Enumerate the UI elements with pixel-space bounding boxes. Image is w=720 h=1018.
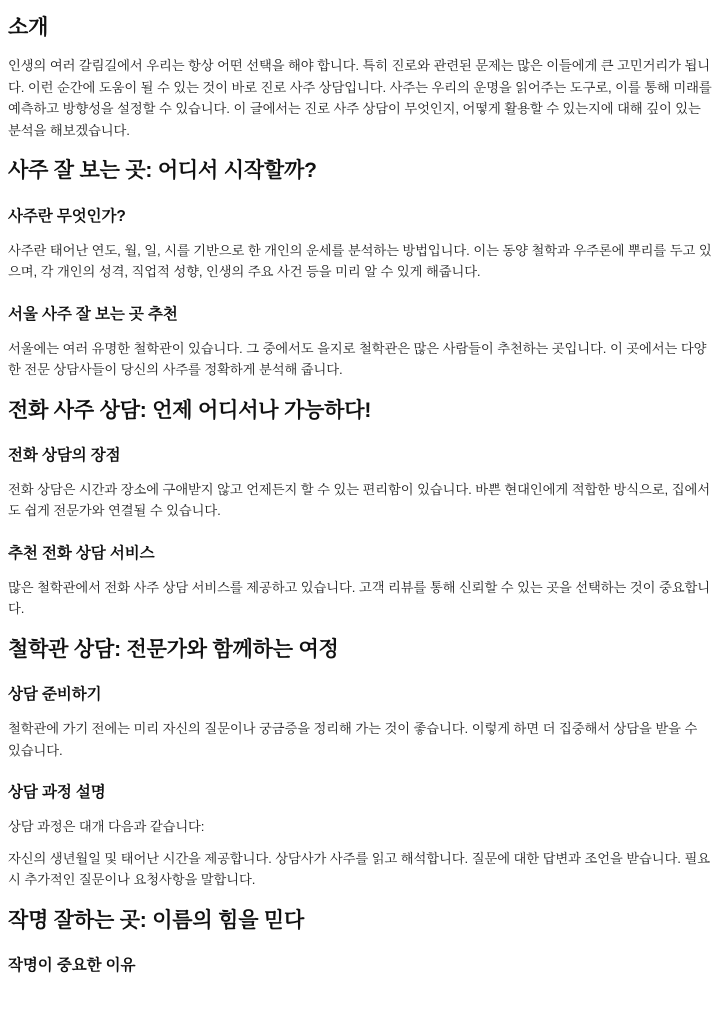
paragraph-intro-1: 인생의 여러 갈림길에서 우리는 항상 어떤 선택을 해야 합니다. 특히 진로와 관련된 문제는 많은 이들에게 큰 고민거리가 됩니다. 이런 순간에 도움이 될 수 있는 것이 바로 진로 사주 상담입니다. 사주는 우리의 운명을 읽어주는 도구로, 이를 통해 미래를 예측하고 방향성을 설정할 수 있습니다. 이 글에서는 진로 사주 상담이 무엇인지, 어떻게 활용할 수 있는지에 대해 깊이 있는 분석을 해보겠습니다. bbox=[8, 58, 712, 138]
section-heading-phone-consultation: 전화 사주 상담: 언제 어디서나 가능하다! bbox=[8, 398, 372, 422]
section-heading-where-to-start: 사주 잘 보는 곳: 어디서 시작할까? bbox=[8, 159, 317, 183]
paragraph-phone-advantages-1: 전화 상담은 시간과 장소에 구애받지 않고 언제든지 할 수 있는 편리함이 있습니다. 바쁜 현대인에게 적합한 방식으로, 집에서도 쉽게 전문가와 연결될 수 있습니다. bbox=[8, 481, 710, 519]
section-heading-philosophy-hall-consultation: 철학관 상담: 전문가와 함께하는 여정 bbox=[8, 637, 339, 661]
section-heading-naming: 작명 잘하는 곳: 이름의 힘을 믿다 bbox=[8, 908, 305, 932]
paragraph-process-intro: 상담 과정은 대개 다음과 같습니다: bbox=[8, 819, 205, 835]
section-phone-consultation bbox=[8, 397, 712, 620]
section-naming bbox=[8, 907, 712, 977]
subsection-heading-what-is-saju: 사주란 무엇인가? bbox=[8, 207, 126, 225]
paragraph-preparation-1: 철학관에 가기 전에는 미리 자신의 질문이나 궁금증을 정리해 가는 것이 좋습니다. 이렇게 하면 더 집중해서 상담을 받을 수 있습니다. bbox=[8, 721, 698, 758]
subsection-heading-seoul-recommendation: 서울 사주 잘 보는 곳 추천 bbox=[8, 305, 178, 323]
paragraph-seoul-recommendation-1: 서울에는 여러 유명한 철학관이 있습니다. 그 중에서도 을지로 철학관은 많은 사람들이 추천하는 곳입니다. 이 곳에서는 다양한 전문 상담사들이 당신의 사주를 정확하게 분석해 줍니다. bbox=[8, 340, 707, 378]
subsection-heading-recommended-phone-service: 추천 전화 상담 서비스 bbox=[8, 544, 155, 562]
paragraph-recommended-phone-service-1: 많은 철학관에서 전화 사주 상담 서비스를 제공하고 있습니다. 고객 리뷰를 통해 신뢰할 수 있는 곳을 선택하는 것이 중요합니다. bbox=[8, 579, 710, 617]
subsection-heading-process-explanation: 상담 과정 설명 bbox=[8, 784, 106, 802]
subsection-heading-preparation: 상담 준비하기 bbox=[8, 686, 102, 704]
subsection-heading-why-naming-matters: 작명이 중요한 이유 bbox=[8, 957, 136, 975]
paragraph-process-steps: 자신의 생년월일 및 태어난 시간을 제공합니다. 상담사가 사주를 읽고 해석합니다. 질문에 대한 답변과 조언을 받습니다. 필요시 추가적인 질문이나 요청사항을 말합니다. bbox=[8, 850, 710, 888]
paragraph-what-is-saju-1: 사주란 태어난 연도, 월, 일, 시를 기반으로 한 개인의 운세를 분석하는 방법입니다. 이는 동양 철학과 우주론에 뿌리를 두고 있으며, 각 개인의 성격, 직업적 성향, 인생의 주요 사건 등을 미리 알 수 있게 해줍니다. bbox=[8, 242, 712, 280]
subsection-heading-phone-advantages: 전화 상담의 장점 bbox=[8, 446, 121, 464]
section-intro bbox=[8, 14, 712, 141]
section-philosophy-hall-consultation bbox=[8, 636, 712, 891]
section-where-to-start bbox=[8, 157, 712, 380]
section-heading-intro: 소개 bbox=[8, 16, 49, 39]
